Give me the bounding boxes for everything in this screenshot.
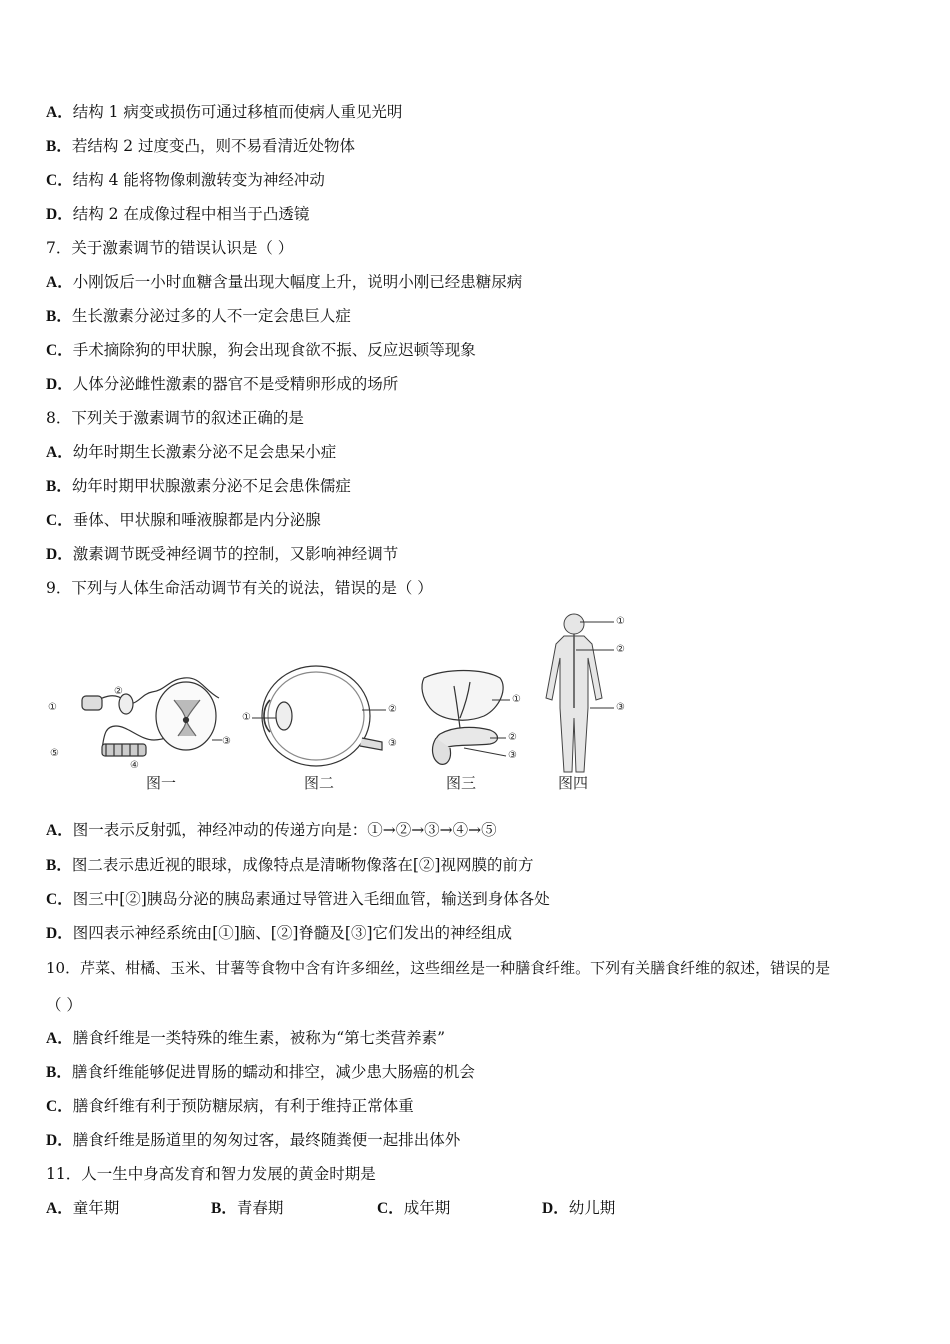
figure-three-marker-3: ③: [508, 750, 517, 761]
q11-option-c: C．成年期: [377, 1199, 451, 1217]
figure-four-marker-1: ①: [616, 616, 625, 627]
q10-option-a: A．膳食纤维是一类特殊的维生素，被称为“第七类营养素”: [46, 1029, 446, 1047]
figure-three-marker-1: ①: [512, 694, 521, 705]
figure-one-marker-1: ①: [48, 702, 57, 713]
figure-two-marker-2: ②: [388, 704, 397, 715]
q10-stem-cont: （ ）: [46, 996, 82, 1014]
q7-stem: 7．关于激素调节的错误认识是（ ）: [46, 239, 294, 257]
figure-two-marker-1: ①: [242, 712, 251, 723]
q9-option-b: B．图二表示患近视的眼球，成像特点是清晰物像落在[②]视网膜的前方: [46, 856, 534, 874]
q8-option-c: C．垂体、甲状腺和唾液腺都是内分泌腺: [46, 511, 321, 529]
figure-three-caption: 图三: [446, 774, 477, 792]
figure-four-marker-2: ②: [616, 644, 625, 655]
figure-one-marker-3: ③: [222, 736, 231, 747]
figure-two-marker-3: ③: [388, 738, 397, 749]
q9-option-c: C．图三中[②]胰岛分泌的胰岛素通过导管进入毛细血管，输送到身体各处: [46, 890, 550, 908]
figure-one-reflex-arc: [82, 678, 219, 756]
q7-option-c: C．手术摘除狗的甲状腺，狗会出现食欲不振、反应迟顿等现象: [46, 341, 476, 359]
figure-one-caption: 图一: [146, 774, 177, 792]
q11-option-b: B．青春期: [211, 1199, 284, 1217]
q7-option-b: B．生长激素分泌过多的人不一定会患巨人症: [46, 307, 351, 325]
q11-option-a: A．童年期: [46, 1199, 120, 1217]
figure-one-marker-4: ④: [130, 760, 139, 771]
q9-stem: 9．下列与人体生命活动调节有关的说法，错误的是（ ）: [46, 579, 433, 597]
q10-option-d: D．膳食纤维是肠道里的匆匆过客，最终随粪便一起排出体外: [46, 1131, 461, 1149]
figure-one-marker-5: ⑤: [50, 748, 59, 759]
q6-option-b: B．若结构 2 过度变凸，则不易看清近处物体: [46, 137, 356, 155]
q7-option-a: A．小刚饭后一小时血糖含量出现大幅度上升，说明小刚已经患糖尿病: [46, 273, 523, 291]
q10-option-b: B．膳食纤维能够促进胃肠的蠕动和排空，减少患大肠癌的机会: [46, 1063, 475, 1081]
q9-option-a: A．图一表示反射弧，神经冲动的传递方向是：①→②→③→④→⑤: [46, 821, 497, 839]
q6-option-c: C．结构 4 能将物像刺激转变为神经冲动: [46, 171, 325, 189]
figure-four-caption: 图四: [558, 774, 589, 792]
figure-three-liver-pancreas: [422, 671, 503, 765]
q7-option-d: D．人体分泌雌性激素的器官不是受精卵形成的场所: [46, 375, 399, 393]
q10-option-c: C．膳食纤维有利于预防糖尿病，有利于维持正常体重: [46, 1097, 414, 1115]
q11-stem: 11．人一生中身高发育和智力发展的黄金时期是: [46, 1165, 376, 1183]
figure-two-eyeball: [262, 666, 382, 766]
q11-option-d: D．幼儿期: [542, 1199, 616, 1217]
q6-option-a: A．结构 1 病变或损伤可通过移植而使病人重见光明: [46, 103, 403, 121]
figure-four-marker-3: ③: [616, 702, 625, 713]
figure-one-marker-2: ②: [114, 686, 123, 697]
q9-option-d: D．图四表示神经系统由[①]脑、[②]脊髓及[③]它们发出的神经组成: [46, 924, 512, 942]
figure-three-marker-2: ②: [508, 732, 517, 743]
figure-four-nervous-system: [546, 614, 602, 772]
q8-option-b: B．幼年时期甲状腺激素分泌不足会患侏儒症: [46, 477, 351, 495]
q10-stem: 10．芹菜、柑橘、玉米、甘薯等食物中含有许多细丝，这些细丝是一种膳食纤维。下列有关膳食纤维的叙述，错误的是: [46, 959, 831, 977]
q6-option-d: D．结构 2 在成像过程中相当于凸透镜: [46, 205, 310, 223]
q8-stem: 8．下列关于激素调节的叙述正确的是: [46, 409, 304, 427]
q9-figure: [44, 608, 644, 798]
q8-option-a: A．幼年时期生长激素分泌不足会患呆小症: [46, 443, 337, 461]
q8-option-d: D．激素调节既受神经调节的控制，又影响神经调节: [46, 545, 399, 563]
figure-two-caption: 图二: [304, 774, 335, 792]
